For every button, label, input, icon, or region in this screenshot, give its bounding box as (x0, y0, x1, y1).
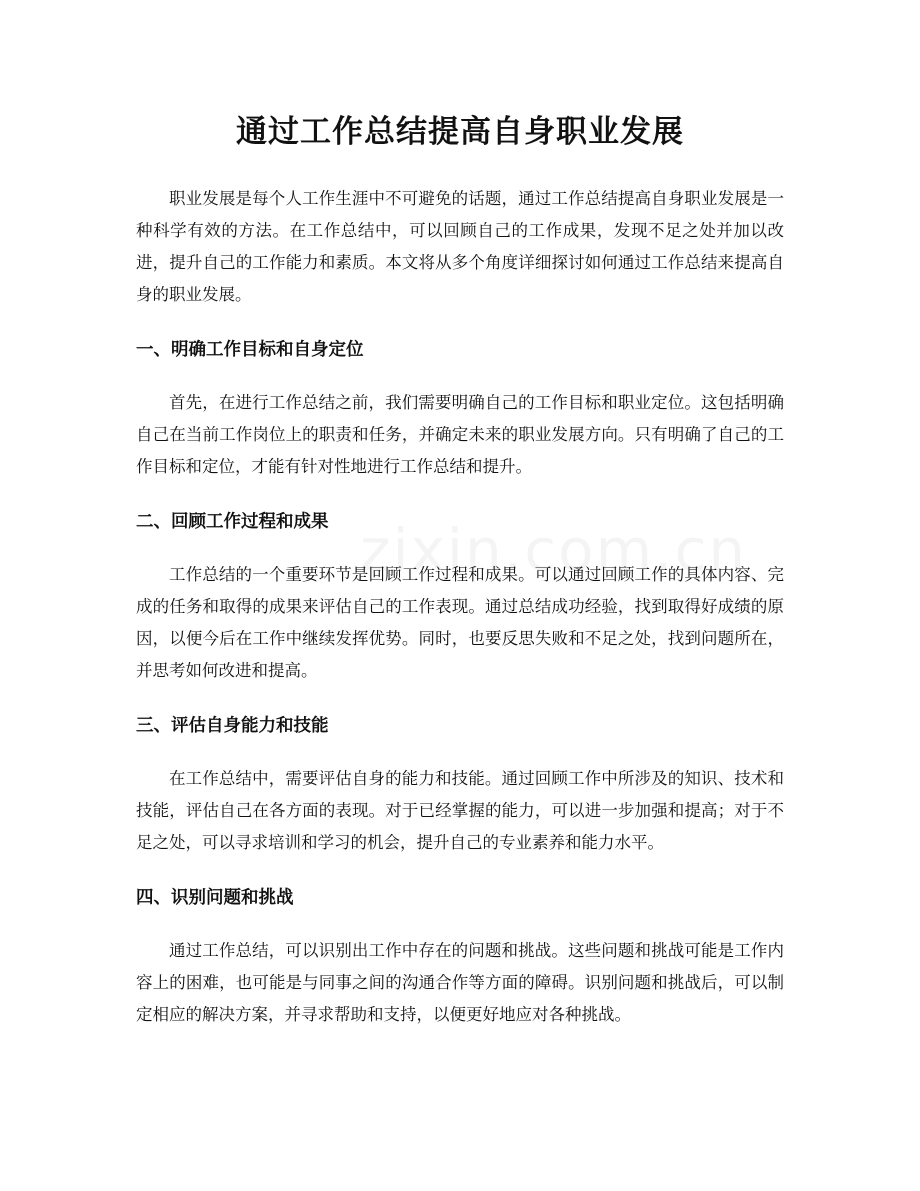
section-heading-1: 一、明确工作目标和自身定位 (136, 340, 364, 360)
section-heading-4: 四、识别问题和挑战 (136, 888, 294, 908)
section-body-1: 首先，在进行工作总结之前，我们需要明确自己的工作目标和职业定位。这包括明确自己在当前工作岗位上的职责和任务，并确定未来的职业发展方向。只有明确了自己的工作目标和定位，才能有针对性地进行工作总结和提升。 (136, 393, 784, 476)
section-heading-2: 二、回顾工作过程和成果 (136, 512, 329, 532)
section-body-4: 通过工作总结，可以识别出工作中存在的问题和挑战。这些问题和挑战可能是工作内容上的困难，也可能是与同事之间的沟通合作等方面的障碍。识别问题和挑战后，可以制定相应的解决方案，并寻求帮助和支持，以便更好地应对各种挑战。 (136, 941, 784, 1024)
section-body-2: 工作总结的一个重要环节是回顾工作过程和成果。可以通过回顾工作的具体内容、完成的任务和取得的成果来评估自己的工作表现。通过总结成功经验，找到取得好成绩的原因，以便今后在工作中继续发挥优势。同时，也要反思失败和不足之处，找到问题所在，并思考如何改进和提高。 (136, 565, 784, 680)
section-body-3: 在工作总结中，需要评估自身的能力和技能。通过回顾工作中所涉及的知识、技术和技能，评估自己在各方面的表现。对于已经掌握的能力，可以进一步加强和提高；对于不足之处，可以寻求培训和学习的机会，提升自己的专业素养和能力水平。 (136, 769, 784, 852)
section-heading-3: 三、评估自身能力和技能 (136, 716, 329, 736)
document-body (136, 183, 784, 1031)
intro-paragraph: 职业发展是每个人工作生涯中不可避免的话题，通过工作总结提高自身职业发展是一种科学有效的方法。在工作总结中，可以回顾自己的工作成果，发现不足之处并加以改进，提升自己的工作能力和素质。本文将从多个角度详细探讨如何通过工作总结来提高自身的职业发展。 (136, 189, 784, 304)
document-title: 通过工作总结提高自身职业发展 (236, 114, 684, 150)
